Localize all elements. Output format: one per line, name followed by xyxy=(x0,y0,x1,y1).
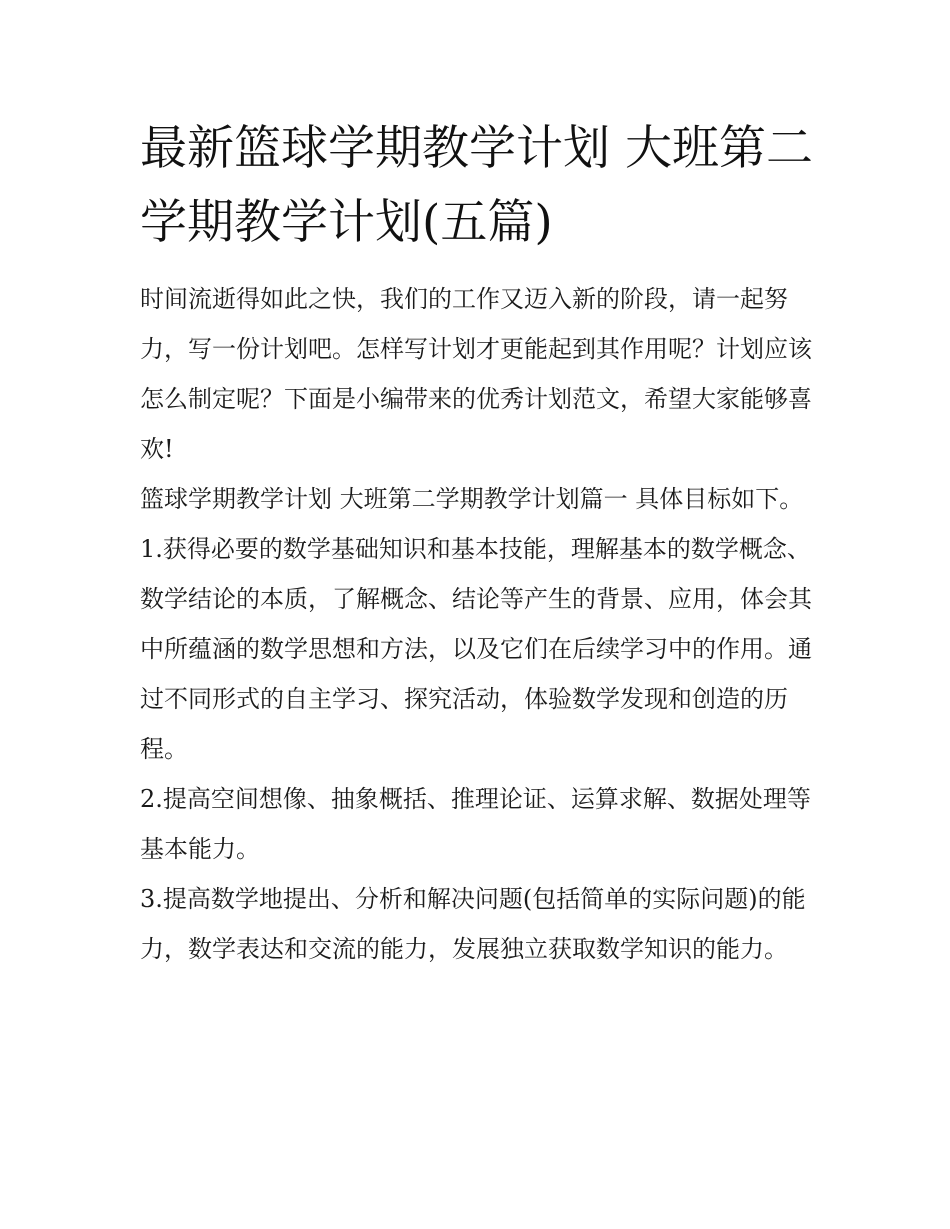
document-title: 最新篮球学期教学计划 大班第二学期教学计划(五篇) xyxy=(140,121,813,250)
goal-paragraph-3: 3.提高数学地提出、分析和解决问题(包括简单的实际问题)的能力，数学表达和交流的能力，发展独立获取数学知识的能力。 xyxy=(140,885,806,963)
document-body xyxy=(140,112,815,974)
section-heading-paragraph: 篮球学期教学计划 大班第二学期教学计划篇一 具体目标如下。 xyxy=(140,485,804,513)
goal-paragraph-1: 1.获得必要的数学基础知识和基本技能，理解基本的数学概念、数学结论的本质，了解概念、结论等产生的背景、应用，体会其中所蕴涵的数学思想和方法，以及它们在后续学习中的作用。通过不同形式的自主学习、探究活动，体验数学发现和创造的历程。 xyxy=(140,535,812,763)
intro-paragraph: 时间流逝得如此之快，我们的工作又迈入新的阶段，请一起努力，写一份计划吧。怎样写计划才更能起到其作用呢？计划应该怎么制定呢？下面是小编带来的优秀计划范文，希望大家能够喜欢! xyxy=(140,285,812,463)
goal-paragraph-2: 2.提高空间想像、抽象概括、推理论证、运算求解、数据处理等基本能力。 xyxy=(140,785,811,863)
